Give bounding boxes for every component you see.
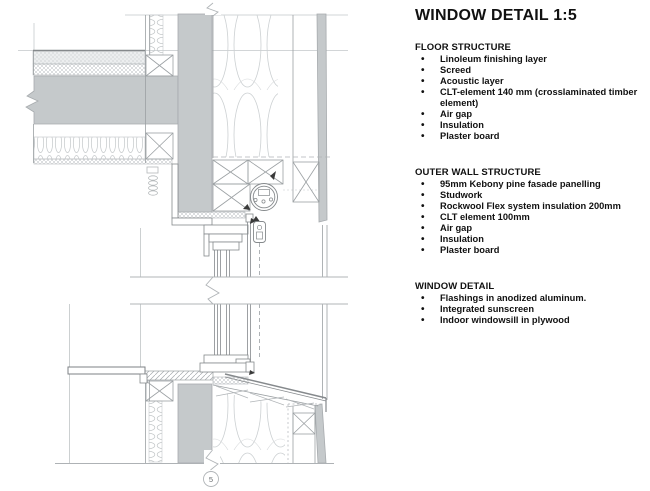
spec-item: • CLT-element 140 mm (crosslaminated timber element) xyxy=(415,87,643,109)
spec-item: • Flashings in anodized aluminum. xyxy=(415,293,643,304)
annotation-panel xyxy=(415,7,643,351)
spec-item: • Air gap xyxy=(415,109,643,120)
spec-item: • Plaster board xyxy=(415,131,643,142)
floor-structure-section xyxy=(415,42,643,142)
fasade-panel-lower xyxy=(315,404,326,463)
rockwool-below-window xyxy=(213,390,285,463)
spec-list xyxy=(415,54,643,142)
spec-item: • Rockwool Flex system insulation 200mm xyxy=(415,201,643,212)
spec-item: • Insulation xyxy=(415,234,643,245)
section-heading: OUTER WALL STRUCTURE xyxy=(415,167,541,178)
spec-item: • Screed xyxy=(415,65,643,76)
fasade-panel-upper xyxy=(317,14,327,222)
spec-item: • Integrated sunscreen xyxy=(415,304,643,315)
material-fills xyxy=(26,14,327,463)
spec-list xyxy=(415,293,643,326)
indoor-windowsill xyxy=(68,367,145,374)
section-marker xyxy=(204,472,219,487)
acoustic-hanger xyxy=(147,167,158,195)
page-title: WINDOW DETAIL 1:5 xyxy=(415,7,577,24)
spec-item: • 95mm Kebony pine fasade panelling xyxy=(415,179,643,190)
window-detail-section xyxy=(415,281,643,326)
spec-item: • Indoor windowsill in plywood xyxy=(415,315,643,326)
outer-wall-structure-section xyxy=(415,167,643,256)
clt-floor-slab xyxy=(26,76,178,124)
spec-item: • Air gap xyxy=(415,223,643,234)
spec-item: • Plaster board xyxy=(415,245,643,256)
spec-item: • Insulation xyxy=(415,120,643,131)
section-heading: WINDOW DETAIL xyxy=(415,281,495,292)
spec-item: • Acoustic layer xyxy=(415,76,643,87)
spec-item: • Studwork xyxy=(415,190,643,201)
section-marker-label: 5 xyxy=(208,475,214,484)
spec-list xyxy=(415,179,643,256)
clt-wall-upper xyxy=(178,14,212,212)
section-heading: FLOOR STRUCTURE xyxy=(415,42,511,53)
spec-item: • Linoleum finishing layer xyxy=(415,54,643,65)
rockwool-insulation xyxy=(213,15,278,157)
spec-item: • CLT element 100mm xyxy=(415,212,643,223)
